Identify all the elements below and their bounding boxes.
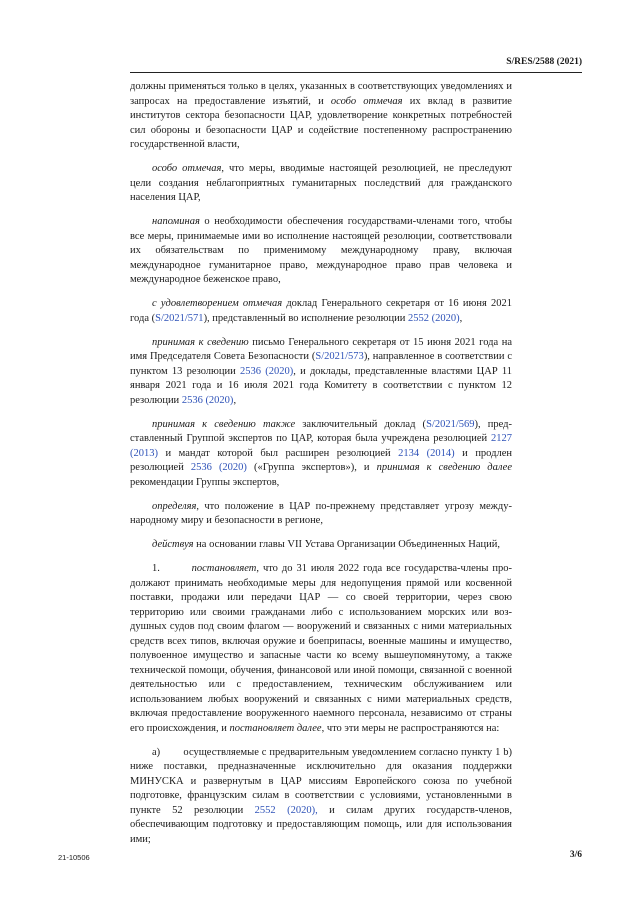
- italic-phrase: напоминая: [152, 216, 200, 227]
- body-paragraph: [130, 500, 512, 529]
- text-run: на основании главы VII Устава Организации Объединенных Наций,: [193, 539, 500, 550]
- page-number: 3/6: [569, 850, 582, 860]
- text-run: и продлен резолюцией: [130, 447, 512, 473]
- body-paragraph: [130, 297, 512, 326]
- body-paragraph: [130, 562, 512, 736]
- text-run: ), представленный Группой экспертов по ЦАР, которая была учреждена резолюцией: [130, 418, 512, 444]
- body-paragraph: [130, 215, 512, 288]
- document-link[interactable]: 2536 (2020): [190, 462, 247, 473]
- text-run: их вклад в развитие институтов сектора безопасности ЦАР, удовлетворение конкретных потребностей сил обороны и безопасности ЦАР и содействие постепенному распространению государственной власти,: [130, 95, 512, 150]
- text-run: и мандат которой был расширен резолюцией: [158, 447, 399, 459]
- body-paragraph: [130, 336, 512, 409]
- text-run: a) осуществляемые с предварительным уведомлением согласно пункту 1 b) ниже поставки, предназначенные исключительно для оказания поддержки МИНУСКА и развернутым в ЦАР миссиям Европейского союза по учебной подготовке, французским силам в соответствии с условиями, установленными в пункте 52 резолюции: [130, 746, 512, 816]
- italic-phrase: действуя: [152, 539, 194, 550]
- body-paragraph: [130, 80, 512, 153]
- italic-phrase: постановляет далее: [229, 722, 322, 734]
- text-run: должны применяться только в целях, указанных в соответствующих уведомлениях и запросах на предоставление изъятий, и: [130, 81, 512, 107]
- text-run: ), направленное в соответствии с пунктом 13 резолюции: [130, 351, 512, 377]
- header-rule: [130, 72, 582, 73]
- text-run: доклад Генерального секретаря от 16 июня 2021 года (: [130, 298, 512, 324]
- text-run: , что до 31 июля 2022 года все государства-члены продолжают принимать необходимые меры для недопущения прямой или косвенной поставки, продажи или передачи ЦАР — со своей территории, через свою территорию или своими гражданами либо с использованием морских или воздушных судов под своим флагом — вооружений и связанных с ними материальных средств всех типов, включая оружие и боеприпасы, военные машины и имущество, полувоенное имущество и запасные части ко всему вышеупомянутому, а также технической помощи, обучения, финансовой или иной помощи, связанной с военной деятельностью или с предоставлением, техническим обслуживанием или использованием любых вооружений и связанных с ними материальных средств, включая предоставление вооруженного наемного персонала, независимо от страны его происхождения, и: [130, 563, 512, 734]
- italic-phrase: принимая к сведению далее: [376, 462, 512, 473]
- text-run: рекомендации Группы экспертов,: [130, 476, 280, 488]
- text-run: ,: [459, 312, 463, 324]
- job-number: 21-10506: [58, 853, 90, 862]
- text-run: , что меры, вводимые настоящей резолюцией, не преследуют цели создания неблагоприятных гуманитарных последствий для гражданского населения ЦАР,: [130, 163, 512, 203]
- document-link[interactable]: 2536 (2020): [240, 365, 294, 377]
- text-run: заключительный доклад (: [295, 418, 427, 430]
- italic-phrase: особо отмечая: [330, 95, 403, 107]
- italic-phrase: особо отмечая: [152, 163, 222, 174]
- document-link[interactable]: S/2021/573: [315, 351, 364, 362]
- text-run: , что эти меры не распространяются на:: [321, 722, 500, 734]
- text-run: о необходимости обеспечения государствами-членами того, чтобы все меры, принимаемые ими во исполнение настоящей резолюции, соответствовали их обязательствам по применимому международному праву, включая международное гуманитарное право, международное право прав человека и международное беженское право,: [130, 216, 512, 285]
- text-run: 1.: [152, 563, 192, 574]
- italic-phrase: принимая к сведению: [152, 336, 249, 348]
- text-run: («Группа экспертов»), и: [246, 462, 377, 473]
- italic-phrase: постановляет: [191, 563, 257, 574]
- document-link[interactable]: S/2021/569: [426, 418, 475, 430]
- italic-phrase: с удовлетворением отмечая: [152, 298, 283, 309]
- text-run: , и доклады, представленные властями ЦАР 11 января 2021 года и 16 июля 2021 года Комитету в соответствии с пунктом 12 резолюции: [130, 365, 513, 406]
- document-link[interactable]: S/2021/571: [155, 312, 204, 324]
- body-paragraph: [130, 418, 512, 491]
- body-paragraph: [130, 162, 512, 206]
- document-symbol: S/RES/2588 (2021): [506, 57, 582, 67]
- document-link[interactable]: 2127 (2013): [130, 433, 512, 459]
- body-paragraph: [130, 746, 512, 848]
- text-run: , что положение в ЦАР по-прежнему представляет угрозу международному миру и безопасности в регионе,: [130, 500, 512, 526]
- text-run: письмо Генерального секретаря от 15 июня 2021 года на имя Председателя Совета Безопасности (: [130, 336, 512, 362]
- text-run: и силам других государств-членов, обеспечивающим подготовку и предоставляющим помощь, или для использования ими;: [130, 804, 512, 845]
- document-link[interactable]: 2552 (2020),: [254, 804, 318, 816]
- italic-phrase: принимая к сведению также: [152, 418, 296, 430]
- italic-phrase: определяя: [152, 500, 197, 512]
- body-paragraph: [130, 538, 512, 553]
- document-body: [130, 80, 512, 857]
- document-link[interactable]: 2134 (2014): [398, 447, 455, 459]
- text-run: ), представленный во исполнение резолюции: [203, 312, 408, 324]
- document-link[interactable]: 2552 (2020): [407, 312, 460, 324]
- text-run: ,: [233, 394, 237, 406]
- document-link[interactable]: 2536 (2020): [181, 394, 234, 406]
